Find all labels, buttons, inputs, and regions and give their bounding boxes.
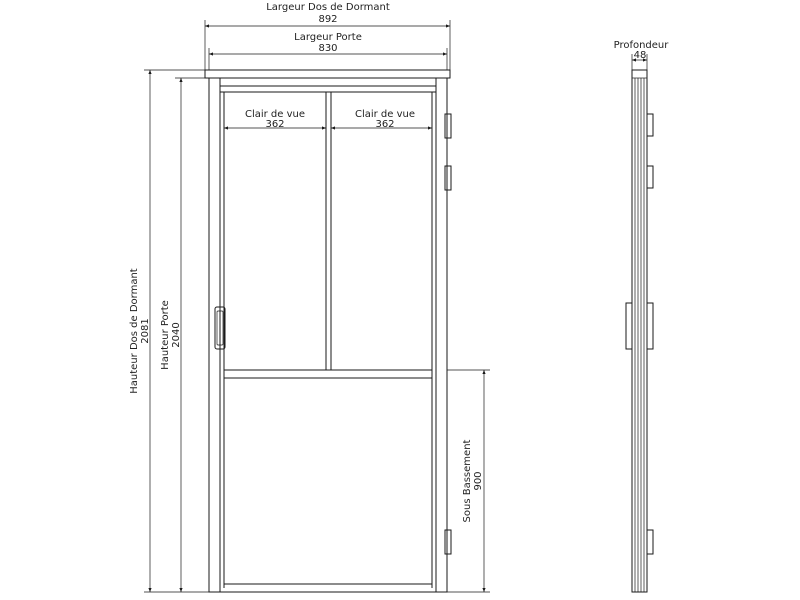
door-front-view	[205, 70, 451, 592]
dimension-clair-de-vue-right	[331, 109, 432, 130]
sous-bassement-value: 900	[473, 471, 484, 491]
hauteur-porte-value: 2040	[171, 322, 182, 348]
door-leaf	[220, 86, 436, 592]
profondeur-value: 48	[633, 50, 647, 61]
clair-de-vue-right-label: Clair de vue	[354, 109, 416, 120]
largeur-porte-value: 830	[318, 43, 338, 54]
side-hinge-top	[647, 114, 653, 136]
hauteur-dos-dormant-value: 2081	[140, 318, 151, 344]
largeur-porte-label: Largeur Porte	[294, 32, 362, 43]
side-hinge-bottom	[647, 530, 653, 554]
frame-outer	[209, 78, 447, 592]
sous-bassement-label: Sous Bassement	[462, 439, 473, 523]
clair-de-vue-left-value: 362	[265, 119, 285, 130]
side-handle-left	[626, 303, 632, 349]
frame-top-cap	[205, 70, 450, 78]
dimension-clair-de-vue-left	[224, 109, 326, 130]
middle-transom	[224, 370, 432, 378]
hauteur-dos-dormant-label: Hauteur Dos de Dormant	[129, 268, 140, 394]
side-handle-right	[647, 303, 653, 349]
dimension-profondeur	[614, 40, 670, 70]
profondeur-label: Profondeur	[613, 40, 669, 51]
central-mullion	[326, 92, 331, 370]
largeur-dos-dormant-label: Largeur Dos de Dormant	[266, 2, 390, 13]
hinge-middle	[445, 166, 451, 190]
dimension-sous-bassement	[447, 370, 490, 592]
clair-de-vue-left-label: Clair de vue	[244, 109, 306, 120]
side-hinge-middle	[647, 166, 653, 188]
largeur-dos-dormant-value: 892	[318, 14, 338, 25]
hinge-top	[445, 114, 451, 138]
frame-right-jamb	[436, 78, 447, 592]
dimension-largeur-porte	[209, 32, 447, 70]
dimension-hauteur-porte	[160, 78, 209, 592]
hauteur-porte-label: Hauteur Porte	[160, 300, 171, 370]
hinge-bottom	[445, 530, 451, 554]
clair-de-vue-right-value: 362	[375, 119, 395, 130]
side-profile-outer	[632, 70, 647, 592]
door-side-view	[626, 70, 653, 592]
